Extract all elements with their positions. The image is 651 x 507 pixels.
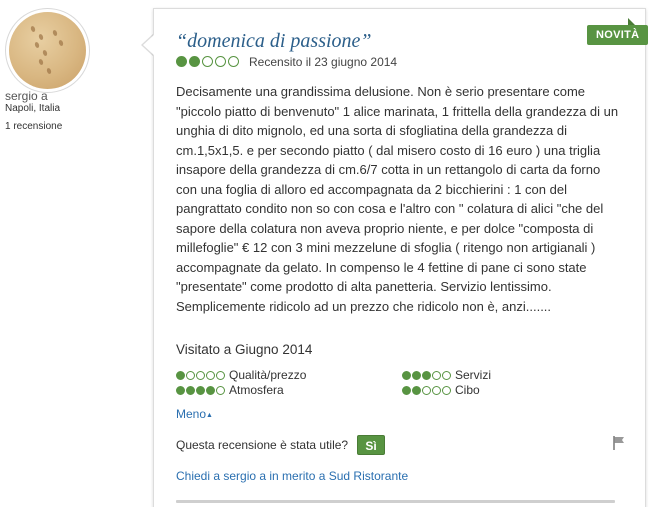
- review-date: Recensito il 23 giugno 2014: [249, 55, 398, 69]
- review-title[interactable]: “domenica di passione”: [176, 30, 372, 52]
- bubble-filled: [176, 386, 185, 395]
- bubble-rating-icon: [402, 386, 451, 395]
- sub-rating-services: [402, 368, 491, 382]
- helpful-question: Questa recensione è stata utile?: [176, 438, 349, 452]
- bubble-empty: [432, 386, 441, 395]
- bubble-empty: [186, 371, 195, 380]
- cutoff-next-content: [176, 496, 624, 507]
- visited-date: Visitato a Giugno 2014: [176, 342, 313, 357]
- show-less-label: Meno: [176, 407, 207, 421]
- bubble-filled: [412, 386, 421, 395]
- sub-rating-label: Cibo: [455, 383, 480, 397]
- bubble-filled: [176, 56, 187, 67]
- bubble-empty: [442, 371, 451, 380]
- bubble-empty: [206, 371, 215, 380]
- reviewer-avatar[interactable]: [6, 9, 89, 92]
- badge-tab: [628, 18, 635, 25]
- bubble-empty: [442, 386, 451, 395]
- reviewer-name[interactable]: sergio a: [5, 89, 48, 103]
- bubble-filled: [196, 386, 205, 395]
- bubble-empty: [202, 56, 213, 67]
- card-pointer-inner: [143, 34, 155, 56]
- bubble-filled: [402, 371, 411, 380]
- bubble-filled: [422, 371, 431, 380]
- reviewer-review-count: 1 recensione: [5, 121, 63, 132]
- show-less-link[interactable]: [176, 407, 213, 421]
- bubble-empty: [216, 371, 225, 380]
- sub-rating-label: Servizi: [455, 368, 492, 382]
- bubble-rating-icon: [402, 371, 451, 380]
- review-body: Decisamente una grandissima delusione. Non è serio presentare come "piccolo piatto di benvenuto" 1 alice marinata, 1 frittella della grandezza di un unghia di dito mignolo, ed una sorta di sfogliatina della grandezza di cm.1,5x1,5. e per secondo piatto ( dal misero costo di 16 euro ) una triglia insapore della grandezza di cm.6/7 cotta in un rettangolo di carta da forno con una foglia di alloro ed accompagnata da 2 bicchierini : 1 con del pangrattato condito non so con cosa e l'altro con " colatura di alici "che del sapore della colatura non aveva proprio niente, e per dolce "composta di millefoglie" € 12 con 3 mini mezzelune di sfoglia ( ritengo non artigianali ) accompagnate da gelato. In compenso le 4 fettine di pane ci sono state "presentate" come prodotto di alta panetteria. Servizio lentissimo. Semplicemente ridicolo ad un prezzo che ridicolo non è, anzi.......: [176, 84, 619, 314]
- bubble-rating-icon: [176, 56, 239, 67]
- sub-rating-label: Qualità/prezzo: [229, 368, 307, 382]
- bubble-filled: [402, 386, 411, 395]
- bubble-filled: [176, 371, 185, 380]
- bubble-filled: [412, 371, 421, 380]
- bubble-empty: [215, 56, 226, 67]
- caret-up-icon: ▲: [206, 412, 213, 419]
- bubble-empty: [422, 386, 431, 395]
- sub-rating-value: [176, 368, 306, 382]
- avatar-image: [9, 12, 86, 89]
- bubble-filled: [189, 56, 200, 67]
- bubble-empty: [228, 56, 239, 67]
- bubble-empty: [216, 386, 225, 395]
- ask-reviewer-link[interactable]: Chiedi a sergio a in merito a Sud Ristorante: [176, 469, 409, 483]
- sub-rating-food: [402, 383, 480, 397]
- sub-rating-label: Atmosfera: [229, 383, 284, 397]
- sub-rating-atmosphere: [176, 383, 284, 397]
- reviewer-location: Napoli, Italia: [5, 103, 61, 114]
- flag-icon[interactable]: [612, 435, 626, 451]
- bubble-filled: [186, 386, 195, 395]
- bubble-rating-icon: [176, 386, 225, 395]
- new-badge: NOVITÀ: [587, 25, 648, 45]
- helpful-yes-button[interactable]: Sì: [357, 435, 385, 455]
- bubble-rating-icon: [176, 371, 225, 380]
- bubble-filled: [206, 386, 215, 395]
- bubble-empty: [196, 371, 205, 380]
- bubble-empty: [432, 371, 441, 380]
